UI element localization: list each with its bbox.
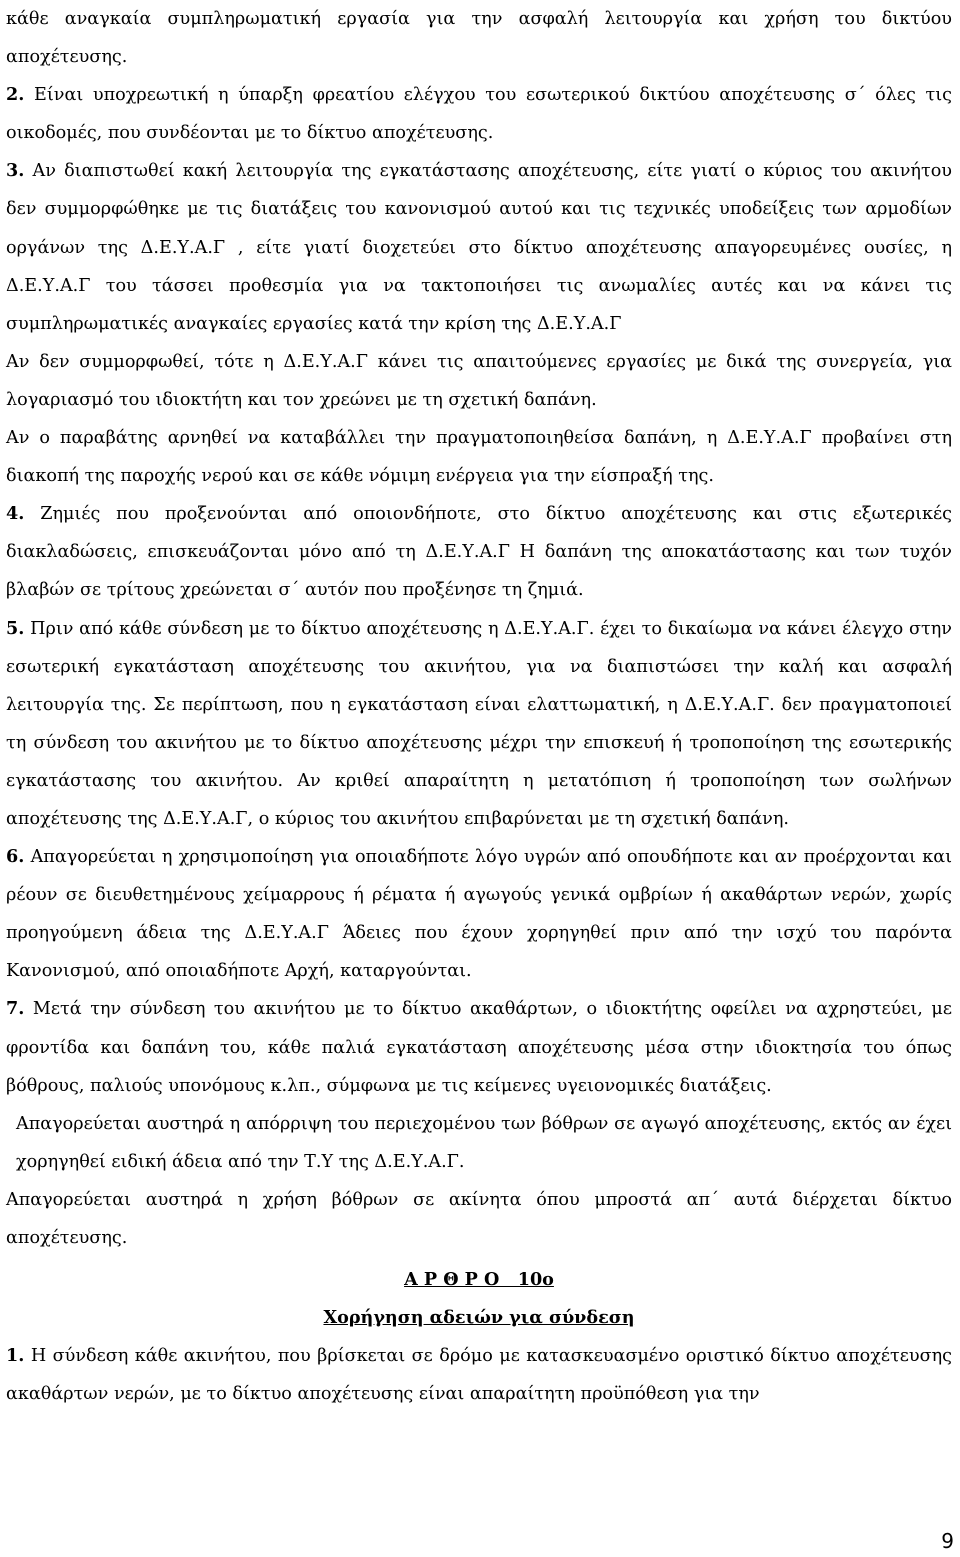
article-10-paragraph-1 bbox=[6, 1337, 952, 1413]
paragraph-text: Αν δεν συμμορφωθεί, τότε η Δ.Ε.Υ.Α.Γ κάνει τις απαιτούμενες εργασίες με δικά της συνεργεία, για λογαριασμό του ιδιοκτήτη και τον χρεώνει με τη σχετική δαπάνη. bbox=[6, 351, 952, 410]
paragraph-3-refusal bbox=[6, 419, 952, 495]
paragraph-text: Απαγορεύεται αυστηρά η χρήση βόθρων σε ακίνητα όπου μπροστά απ΄ αυτά διέρχεται δίκτυο αποχέτευσης. bbox=[6, 1189, 952, 1248]
document-body bbox=[6, 0, 952, 1413]
paragraph-number: 3. bbox=[6, 160, 25, 182]
paragraph-number: 1. bbox=[6, 1345, 25, 1367]
paragraph-number: 2. bbox=[6, 84, 25, 106]
paragraph-4 bbox=[6, 495, 952, 609]
paragraph-number: 7. bbox=[6, 998, 25, 1020]
paragraph-3-noncompliance bbox=[6, 343, 952, 419]
article-number-heading: Α Ρ Θ Ρ Ο 10ο bbox=[404, 1269, 554, 1291]
paragraph-7-septic-disposal bbox=[6, 1105, 952, 1181]
paragraph-number: 4. bbox=[6, 503, 25, 525]
paragraph-text: κάθε αναγκαία συμπληρωματική εργασία για την ασφαλή λειτουργία και χρήση του δικτύου αποχέτευσης. bbox=[6, 9, 952, 68]
paragraph-7-septic-use bbox=[6, 1181, 952, 1257]
page-number: 9 bbox=[941, 1529, 954, 1553]
paragraph-number: 6. bbox=[6, 846, 25, 868]
paragraph-text: Μετά την σύνδεση του ακινήτου με το δίκτυο ακαθάρτων, ο ιδιοκτήτης οφείλει να αχρηστεύει, με φροντίδα και δαπάνη του, κάθε παλιά εγκατάσταση αποχέτευσης μέσα στην ιδιοκτησία του όπως βόθρους, παλιούς υπονόμους κ.λπ., σύμφωνα με τις κείμενες υγειονομικές διατάξεις. bbox=[6, 999, 952, 1096]
paragraph-text: Πριν από κάθε σύνδεση με το δίκτυο αποχέτευσης η Δ.Ε.Υ.Α.Γ. έχει το δικαίωμα να κάνει έλεγχο στην εσωτερική εγκατάσταση αποχέτευσης του ακινήτου, για να διαπιστώσει την καλή και ασφαλή λειτουργία της. Σε περίπτωση, που η εγκατάσταση είναι ελαττωματική, η Δ.Ε.Υ.Α.Γ. δεν πραγματοποιεί τη σύνδεση του ακινήτου με το δίκτυο αποχέτευσης μέχρι την επισκευή ή τροποποίηση της εσωτερικής εγκατάστασης του ακινήτου. Αν κριθεί απαραίτητη η μετατόπιση ή τροποποίηση των σωλήνων αποχέτευσης της Δ.Ε.Υ.Α.Γ, ο κύριος του ακινήτου επιβαρύνεται με τη σχετική δαπάνη. bbox=[6, 618, 952, 829]
paragraph-3 bbox=[6, 152, 952, 342]
paragraph-text: Απαγορεύεται η χρησιμοποίηση για οποιαδήποτε λόγο υγρών από οπουδήποτε και αν προέρχονται και ρέουν σε διευθετημένους χείμαρρους ή ρέματα ή αγωγούς γενικά ομβρίων ή ακαθάρτων νερών, χωρίς προηγούμενη άδεια της Δ.Ε.Υ.Α.Γ Άδειες που έχουν χορηγηθεί πριν από την ισχύ του παρόντα Κανονισμού, από οποιαδήποτε Αρχή, καταργούνται. bbox=[6, 847, 952, 982]
paragraph-text: Η σύνδεση κάθε ακινήτου, που βρίσκεται σε δρόμο με κατασκευασμένο οριστικό δίκτυο αποχέτευσης ακαθάρτων νερών, με το δίκτυο αποχέτευσης είναι απαραίτητη προϋπόθεση για την bbox=[6, 1346, 952, 1405]
paragraph-text: Είναι υποχρεωτική η ύπαρξη φρεατίου ελέγχου του εσωτερικού δικτύου αποχέτευσης σ΄ όλες τις οικοδομές, που συνδέονται με το δίκτυο αποχέτευσης. bbox=[6, 85, 952, 144]
paragraph-7 bbox=[6, 990, 952, 1104]
paragraph-text: Απαγορεύεται αυστηρά η απόρριψη του περιεχομένου των βόθρων σε αγωγό αποχέτευσης, εκτός αν έχει χορηγηθεί ειδική άδεια από την Τ.Υ της Δ.Ε.Υ.Α.Γ. bbox=[16, 1113, 952, 1172]
paragraph-number: 5. bbox=[6, 617, 25, 639]
paragraph-2 bbox=[6, 76, 952, 152]
paragraph-5 bbox=[6, 610, 952, 839]
paragraph-text: Ζημιές που προξενούνται από οποιονδήποτε, στο δίκτυο αποχέτευσης και στις εξωτερικές διακλαδώσεις, επισκευάζονται μόνο από τη Δ.Ε.Υ.Α.Γ Η δαπάνη της αποκατάστασης και των τυχόν βλαβών σε τρίτους χρεώνεται σ΄ αυτόν που προξένησε τη ζημιά. bbox=[6, 504, 952, 601]
paragraph-text: Αν ο παραβάτης αρνηθεί να καταβάλλει την πραγματοποιηθείσα δαπάνη, η Δ.Ε.Υ.Α.Γ προβαίνει στη διακοπή της παροχής νερού και σε κάθε νόμιμη ενέργεια για την είσπραξή της. bbox=[6, 428, 952, 487]
paragraph-6 bbox=[6, 838, 952, 990]
article-title-heading: Χορήγηση αδειών για σύνδεση bbox=[323, 1307, 635, 1329]
paragraph-continuation bbox=[6, 0, 952, 76]
paragraph-text: Αν διαπιστωθεί κακή λειτουργία της εγκατάστασης αποχέτευσης, είτε γιατί ο κύριος του ακινήτου δεν συμμορφώθηκε με τις διατάξεις του κανονισμού αυτού και τις τεχνικές υποδείξεις των αρμοδίων οργάνων της Δ.Ε.Υ.Α.Γ , είτε γιατί διοχετεύει στο δίκτυο αποχέτευσης απαγορευμένες ουσίες, η Δ.Ε.Υ.Α.Γ του τάσσει προθεσμία για να τακτοποιήσει τις ανωμαλίες αυτές και να κάνει τις συμπληρωματικές αναγκαίες εργασίες κατά την κρίση της Δ.Ε.Υ.Α.Γ bbox=[6, 161, 952, 334]
